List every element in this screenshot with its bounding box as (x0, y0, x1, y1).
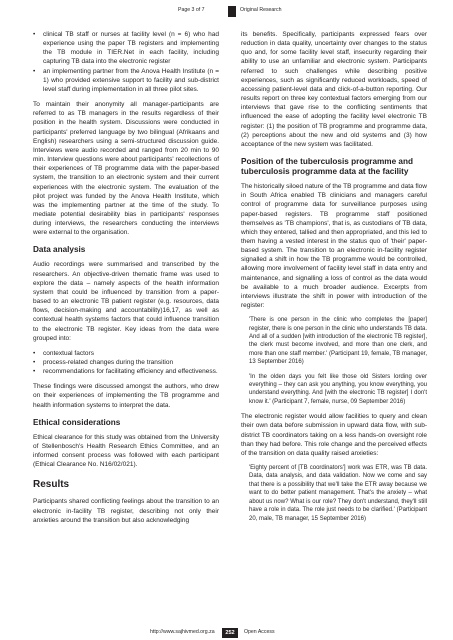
list-item: • process-related changes during the transition (33, 358, 219, 367)
quote: 'In the olden days you felt like those old Sisters lording over everything – they can ask you anything, you know everything, you understand everything. And [with the electronic TB register] I don't know it.' (Participant 7, female, nurse, 09 September 2016) (249, 373, 427, 405)
right-column (241, 30, 427, 529)
participant-list (33, 30, 219, 94)
page-footer (0, 628, 453, 638)
left-column (33, 30, 219, 531)
journal-url-link[interactable]: http://www.sajhivmed.org.za (150, 629, 215, 635)
article-type: Original Research (240, 7, 282, 13)
list-item: • an implementing partner from the Anova Health Institute (n = 1) who provided extensive support to facility and sub-district level staff during implementation in all three pilot sites. (33, 67, 219, 94)
paragraph: Audio recordings were summarised and transcribed by the researchers. An objective-driven thematic frame was used to explore the data – namely aspects of the health information system that could be influenced by transition from a paper-based to an electronic TB patient register (e.g. resources, data flows, decision-making and accountability)16,17, as well as contextual health systems factors that could influence transition to the electronic TB register. Key ideas from the data were grouped into: (33, 261, 219, 342)
section-heading-ethical-considerations: Ethical considerations (33, 417, 121, 427)
page-header (0, 6, 453, 18)
page-number: 252 (222, 628, 238, 638)
paragraph: These findings were discussed amongst the authors, who drew on their experiences of implementing the TB programme and health information systems to interpret the data. (33, 383, 219, 409)
paragraph: Ethical clearance for this study was obtained from the University of Stellenbosch's Health Research Ethics Committee, and an informed consent process was followed with each participant (Ethical Clearance No. N16/02/021). (33, 433, 219, 469)
quote: 'There is one person in the clinic who completes the [paper] register, there is one person in the clinic who understands TB data. And all of a sudden [with introduction of the electronic TB register], the clerk must become involved, and more than one clerk, and more than one staff member.' (Participant 19, female, TB manager, 13 September 2016) (249, 317, 427, 366)
paragraph: Participants shared conflicting feelings about the transition to an electronic in-facility TB register, describing not only their anxieties around the transition but also acknowledging (33, 498, 219, 524)
quote: 'Eighty percent of [TB coordinators'] work was ETR, was TB data. Data, data analysis, and data validation. Now we come and say that there is a possibility that we'll take the ETR away because we want to do better patient management. That's the anxiety – what about us now? What is our role? They don't understand, they'll still have a role in data. The role just needs to be clarified.' (Participant 20, male, TB manager, 15 September 2016) (249, 465, 427, 522)
list-item: • recommendations for facilitating efficiency and effectiveness. (33, 367, 219, 376)
section-heading-position: Position of the tuberculosis programme and tuberculosis programme data at the facility (241, 157, 413, 177)
paragraph: The historically siloed nature of the TB programme and data flow in South Africa enabled TB clinicians and managers careful control of programme data for surveillance purposes using paper-based registers. TB programme staff positioned themselves as 'TB champions', that is, as custodians of TB data, which they entered, tallied and then appropriated, and this led to them having a vested interest in the status quo of 'their' paper-based system. The transition to an electronic in-facility register signalled a shift in how the TB programme would be controlled, allowing more involvement of facility level staff in data entry and maintenance, and signalling a loss of control as the data would be available to a much broader audience. Excerpts from interviews illustrate the shift in power with introduction of the register: (241, 183, 427, 310)
section-heading-data-analysis: Data analysis (33, 245, 86, 255)
page-indicator: Page 3 of 7 (178, 7, 205, 13)
list-item: • contextual factors (33, 349, 219, 358)
open-access-label: Open Access (244, 629, 275, 635)
list-item: • clinical TB staff or nurses at facility level (n = 6) who had experience using the paper TB registers and implementing the TB module in TIER.Net in each facility, including capturing TB data into the electronic register (33, 30, 219, 67)
paragraph: The electronic register would allow facilities to query and clean their own data before submission in upward data flow, with sub-district TB coordinators taking on a less hands-on oversight role than they had before. This role change and the perceived effects of the transition on data quality raised anxieties: (241, 413, 427, 457)
theme-list (33, 349, 219, 376)
paragraph: To maintain their anonymity all manager-participants are referred to as TB managers in the results regardless of their position in the health system. Discussions were conducted in participants' preferred language by two bilingual (Afrikaans and English) researchers using a semi-structured discussion guide. Interviews were audio recorded and ranged from 20 min to 90 min. Interview questions were about participants' recollections of their experiences of TB programme data with the paper-based system, the transition to an electronic system and their current experiences with the electronic system. The evaluation of the pilot project was funded by the Anova Health Institute, which was the implementing partner at the time of the study. To mediate potential desirability bias in participants' responses during interviews, the researchers conducting the interviews were external to the organisation. (33, 101, 219, 237)
section-heading-results: Results (33, 479, 70, 491)
paragraph: its benefits. Specifically, participants expressed fears over reduction in data quality, uncertainty over changes to the status quo and, for some facility level staff, insecurity regarding their ability to use an unfamiliar and electronic system. Participants referred to such challenges while describing positive experiences, such as significantly reduced workloads, speed of accessing patient-level data and click-of-a-button reporting. Our results report on three key contextual factors emerging from our interviews that gave rise to the conflicting sentiments that influenced the ease of adopting the facility level electronic TB register: (1) the position of TB programme and programme data, (2) perceptions about the new and old systems and (3) how acceptance of the new system was facilitated. (241, 31, 427, 148)
header-tab-marker (228, 6, 236, 17)
